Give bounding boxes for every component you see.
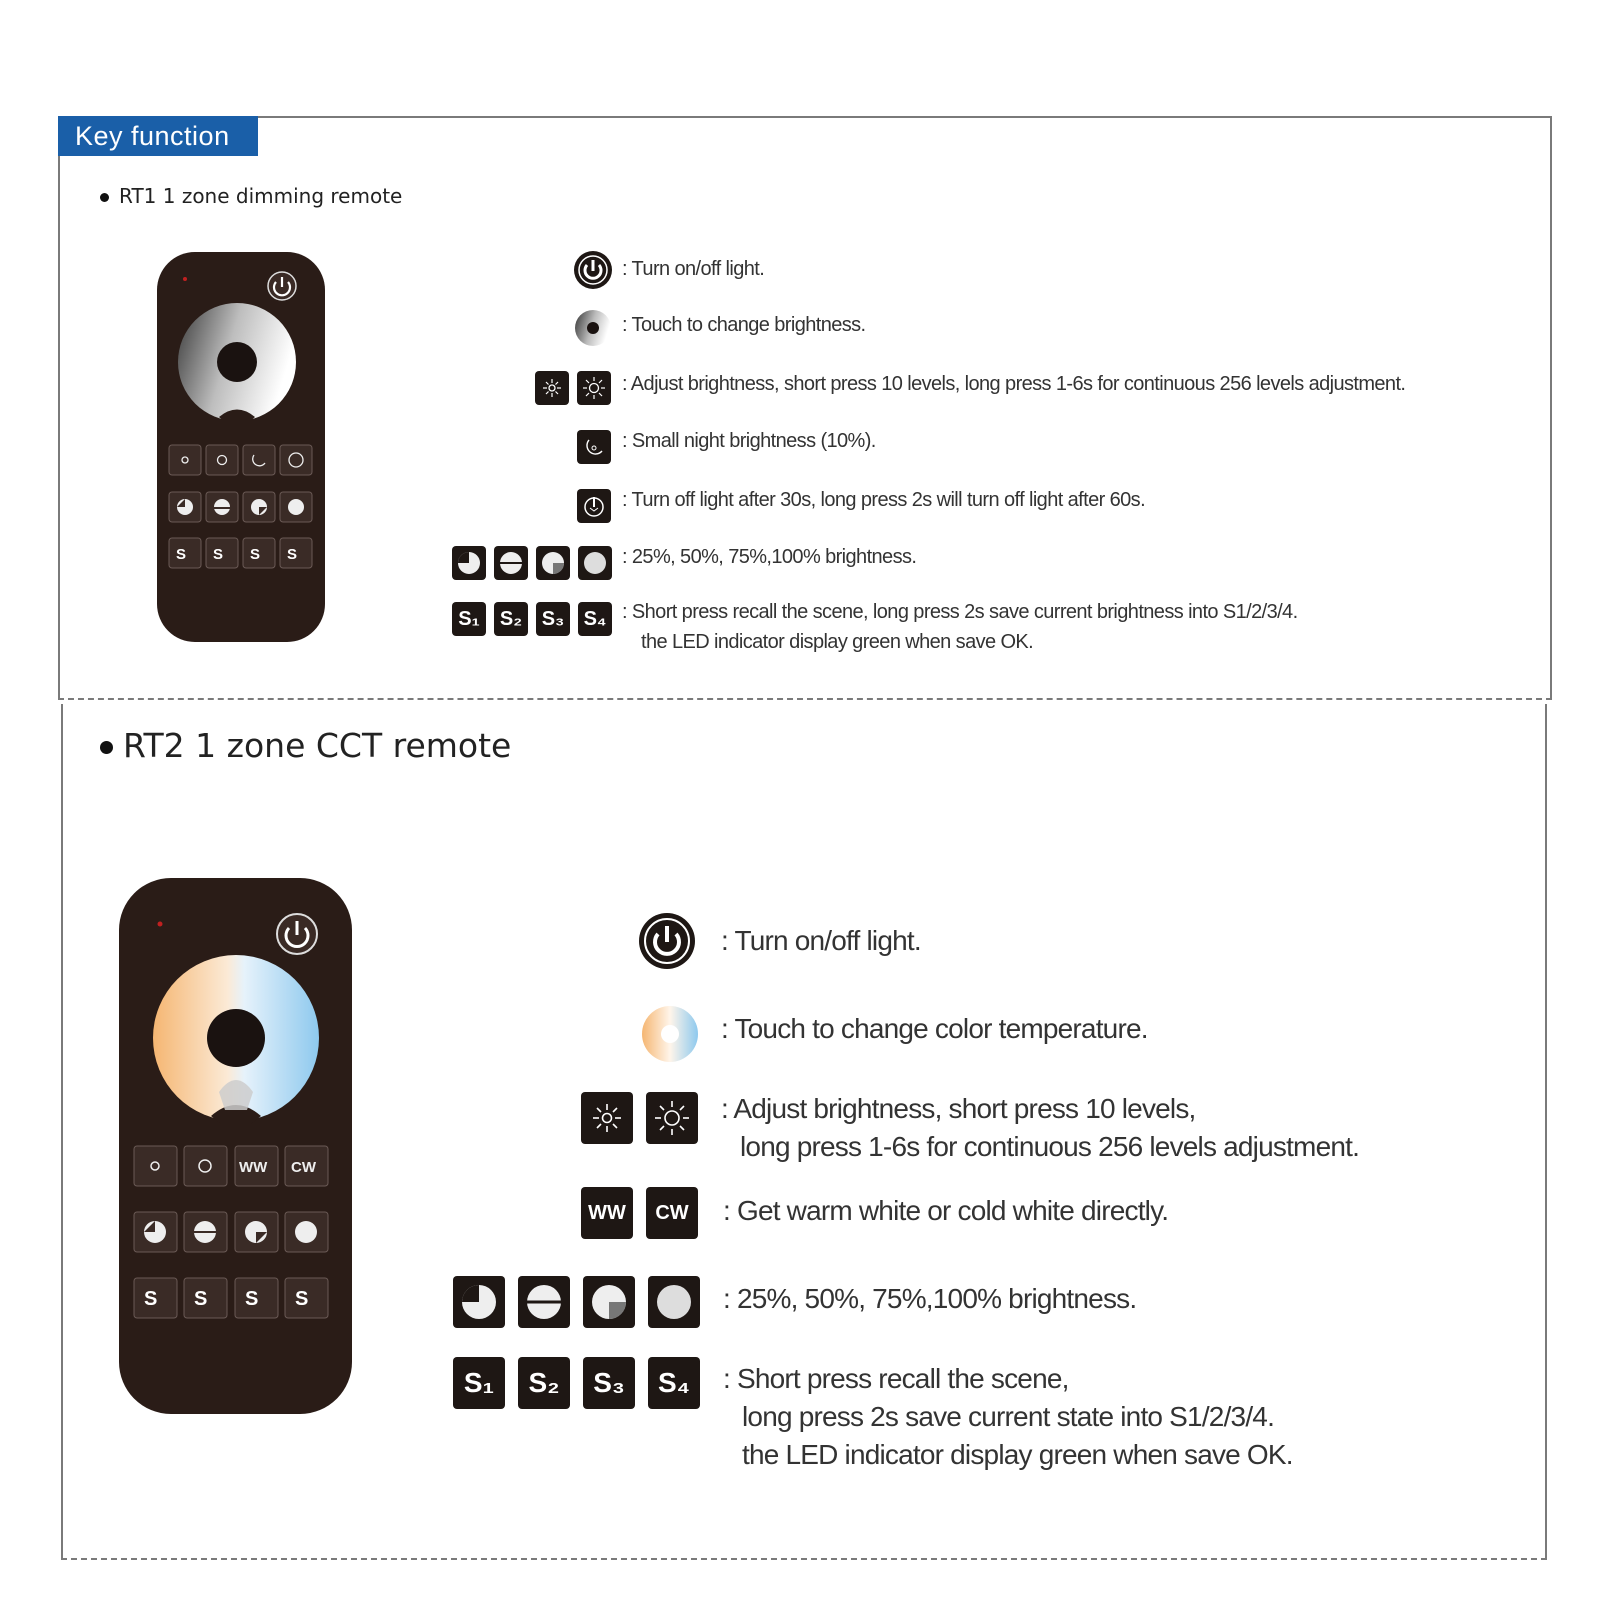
- svg-text:WW: WW: [239, 1159, 268, 1176]
- brightness-up-key: [646, 1092, 698, 1144]
- rt1-adjust-desc: : Adjust brightness, short press 10 levels, long press 1-6s for continuous 256 levels adjustment.: [622, 373, 1406, 395]
- svg-text:CW: CW: [291, 1159, 316, 1176]
- rt1-levels-desc: : 25%, 50%, 75%,100% brightness.: [622, 546, 917, 568]
- rt1-power-desc: : Turn on/off light.: [622, 258, 765, 280]
- bullet-icon: [100, 193, 109, 202]
- pie-25-icon: [453, 1276, 505, 1328]
- pie-100-icon: [648, 1276, 700, 1328]
- rt2-scene-desc-3: the LED indicator display green when save OK.: [742, 1439, 1293, 1470]
- rt1-scene-desc-1: : Short press recall the scene, long press 2s save current brightness into S1/2/3/4.: [622, 601, 1298, 623]
- scene-s1-key: S₁: [453, 1357, 505, 1409]
- rt2-scene-desc-1: : Short press recall the scene,: [723, 1363, 1069, 1394]
- sun-small-icon: [581, 1092, 633, 1144]
- rt1-remote-image: [157, 252, 325, 642]
- rt1-night-desc: : Small night brightness (10%).: [622, 430, 876, 452]
- scene-s2-key: S₂: [494, 602, 528, 636]
- timer-off-key: [577, 489, 611, 523]
- rt2-wheel-desc: : Touch to change color temperature.: [721, 1013, 1148, 1044]
- pie-50-icon: [494, 546, 528, 580]
- svg-text:S: S: [213, 546, 224, 563]
- pie-75-icon: [583, 1276, 635, 1328]
- level-50-key: [494, 546, 528, 580]
- moon-icon: [577, 430, 611, 464]
- rt1-timer-desc: : Turn off light after 30s, long press 2s will turn off light after 60s.: [622, 489, 1146, 511]
- rt2-power-desc: : Turn on/off light.: [721, 925, 921, 956]
- sun-small-icon: [535, 371, 569, 405]
- scene-s4-key: S₄: [648, 1357, 700, 1409]
- svg-text:S: S: [250, 546, 261, 563]
- brightness-down-key: [535, 371, 569, 405]
- pie-75-icon: [536, 546, 570, 580]
- bullet-icon: [100, 741, 113, 754]
- svg-text:S: S: [287, 546, 298, 563]
- level-75-key: [583, 1276, 635, 1328]
- rt1-title: RT1 1 zone dimming remote: [100, 184, 402, 208]
- svg-text:S: S: [245, 1288, 259, 1310]
- rt2-scene-desc-2: long press 2s save current state into S1/2/3/4.: [742, 1401, 1275, 1432]
- warm-white-key: WW: [581, 1187, 633, 1239]
- level-100-key: [578, 546, 612, 580]
- svg-text:S: S: [295, 1288, 309, 1310]
- scene-s3-key: S₃: [583, 1357, 635, 1409]
- rt2-adjust-desc-1: : Adjust brightness, short press 10 levels,: [721, 1093, 1196, 1124]
- sun-large-icon: [577, 371, 611, 405]
- rt2-levels-desc: : 25%, 50%, 75%,100% brightness.: [723, 1283, 1137, 1314]
- rt2-title: RT2 1 zone CCT remote: [100, 726, 511, 765]
- brightness-down-key: [581, 1092, 633, 1144]
- power-icon: [573, 250, 613, 290]
- pie-100-icon: [578, 546, 612, 580]
- scene-s2-key: S₂: [518, 1357, 570, 1409]
- brightness-wheel-icon: [573, 308, 613, 348]
- brightness-up-key: [577, 371, 611, 405]
- level-75-key: [536, 546, 570, 580]
- power-icon: [638, 912, 696, 970]
- svg-text:S: S: [176, 546, 187, 563]
- pie-50-icon: [518, 1276, 570, 1328]
- rt2-wwcw-desc: : Get warm white or cold white directly.: [723, 1195, 1169, 1226]
- cct-wheel-icon: [640, 1004, 700, 1064]
- rt2-remote-image: [119, 878, 352, 1414]
- rt1-wheel-desc: : Touch to change brightness.: [622, 314, 866, 336]
- svg-text:S: S: [144, 1288, 158, 1310]
- night-key: [577, 430, 611, 464]
- timer-power-icon: [577, 489, 611, 523]
- rt2-adjust-desc-2: long press 1-6s for continuous 256 levels adjustment.: [740, 1131, 1360, 1162]
- svg-text:S: S: [194, 1288, 208, 1310]
- key-function-tab: Key function: [58, 116, 258, 156]
- level-100-key: [648, 1276, 700, 1328]
- scene-s3-key: S₃: [536, 602, 570, 636]
- scene-s1-key: S₁: [452, 602, 486, 636]
- rt1-scene-desc-2: the LED indicator display green when save OK.: [641, 631, 1034, 653]
- level-25-key: [452, 546, 486, 580]
- sun-large-icon: [646, 1092, 698, 1144]
- level-50-key: [518, 1276, 570, 1328]
- scene-s4-key: S₄: [578, 602, 612, 636]
- cold-white-key: CW: [646, 1187, 698, 1239]
- pie-25-icon: [452, 546, 486, 580]
- level-25-key: [453, 1276, 505, 1328]
